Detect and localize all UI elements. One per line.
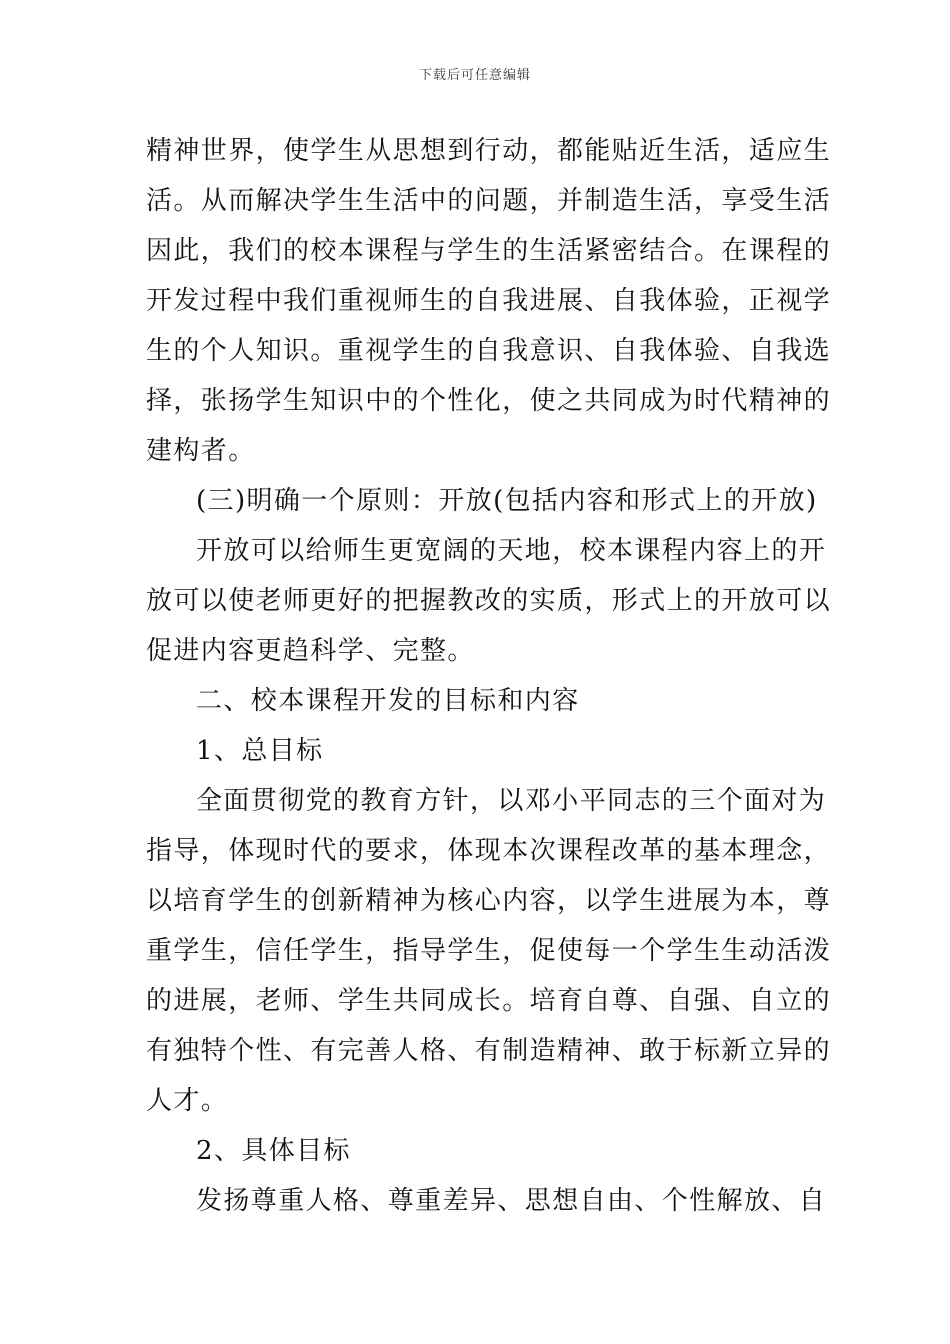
text-line-4: 开发过程中我们重视师生的自我进展、自我体验，正视学 [146, 286, 832, 316]
text-line-3: 因此，我们的校本课程与学生的生活紧密结合。在课程的 [146, 236, 832, 266]
text-line-9: 开放可以给师生更宽阔的天地，校本课程内容上的开 [196, 536, 827, 566]
subheading-specific-goal: 2、具体目标 [196, 1136, 351, 1166]
text-line-10: 放可以使老师更好的把握教改的实质，形式上的开放可以 [146, 586, 832, 616]
text-line-22: 发扬尊重人格、尊重差异、思想自由、个性解放、自 [196, 1186, 827, 1216]
page-header: 下载后可任意编辑 [418, 68, 531, 83]
text-line-5: 生的个人知识。重视学生的自我意识、自我体验、自我选 [146, 336, 832, 366]
text-line-19: 有独特个性、有完善人格、有制造精神、敢于标新立异的 [146, 1036, 832, 1066]
document-body [146, 126, 832, 1226]
text-line-18: 的进展，老师、学生共同成长。培育自尊、自强、自立的 [146, 986, 832, 1016]
text-line-16: 以培育学生的创新精神为核心内容，以学生进展为本，尊 [146, 886, 832, 916]
subheading-overall-goal: 1、总目标 [196, 736, 324, 766]
text-line-2: 活。从而解决学生生活中的问题，并制造生活，享受生活 [146, 186, 832, 216]
text-line-11: 促进内容更趋科学、完整。 [146, 636, 475, 666]
text-line-6: 择，张扬学生知识中的个性化，使之共同成为时代精神的 [146, 386, 832, 416]
text-line-17: 重学生，信任学生，指导学生，促使每一个学生生动活泼 [146, 936, 832, 966]
text-line-15: 指导，体现时代的要求，体现本次课程改革的基本理念， [146, 836, 832, 866]
section-heading-principle: (三)明确一个原则：开放(包括内容和形式上的开放) [196, 486, 818, 516]
text-line-20: 人才。 [146, 1086, 229, 1116]
text-line-7: 建构者。 [146, 436, 256, 466]
section-heading-goals: 二、校本课程开发的目标和内容 [196, 686, 580, 716]
text-line-14: 全面贯彻党的教育方针，以邓小平同志的三个面对为 [196, 786, 827, 816]
text-line-1: 精神世界，使学生从思想到行动，都能贴近生活，适应生 [146, 136, 832, 166]
